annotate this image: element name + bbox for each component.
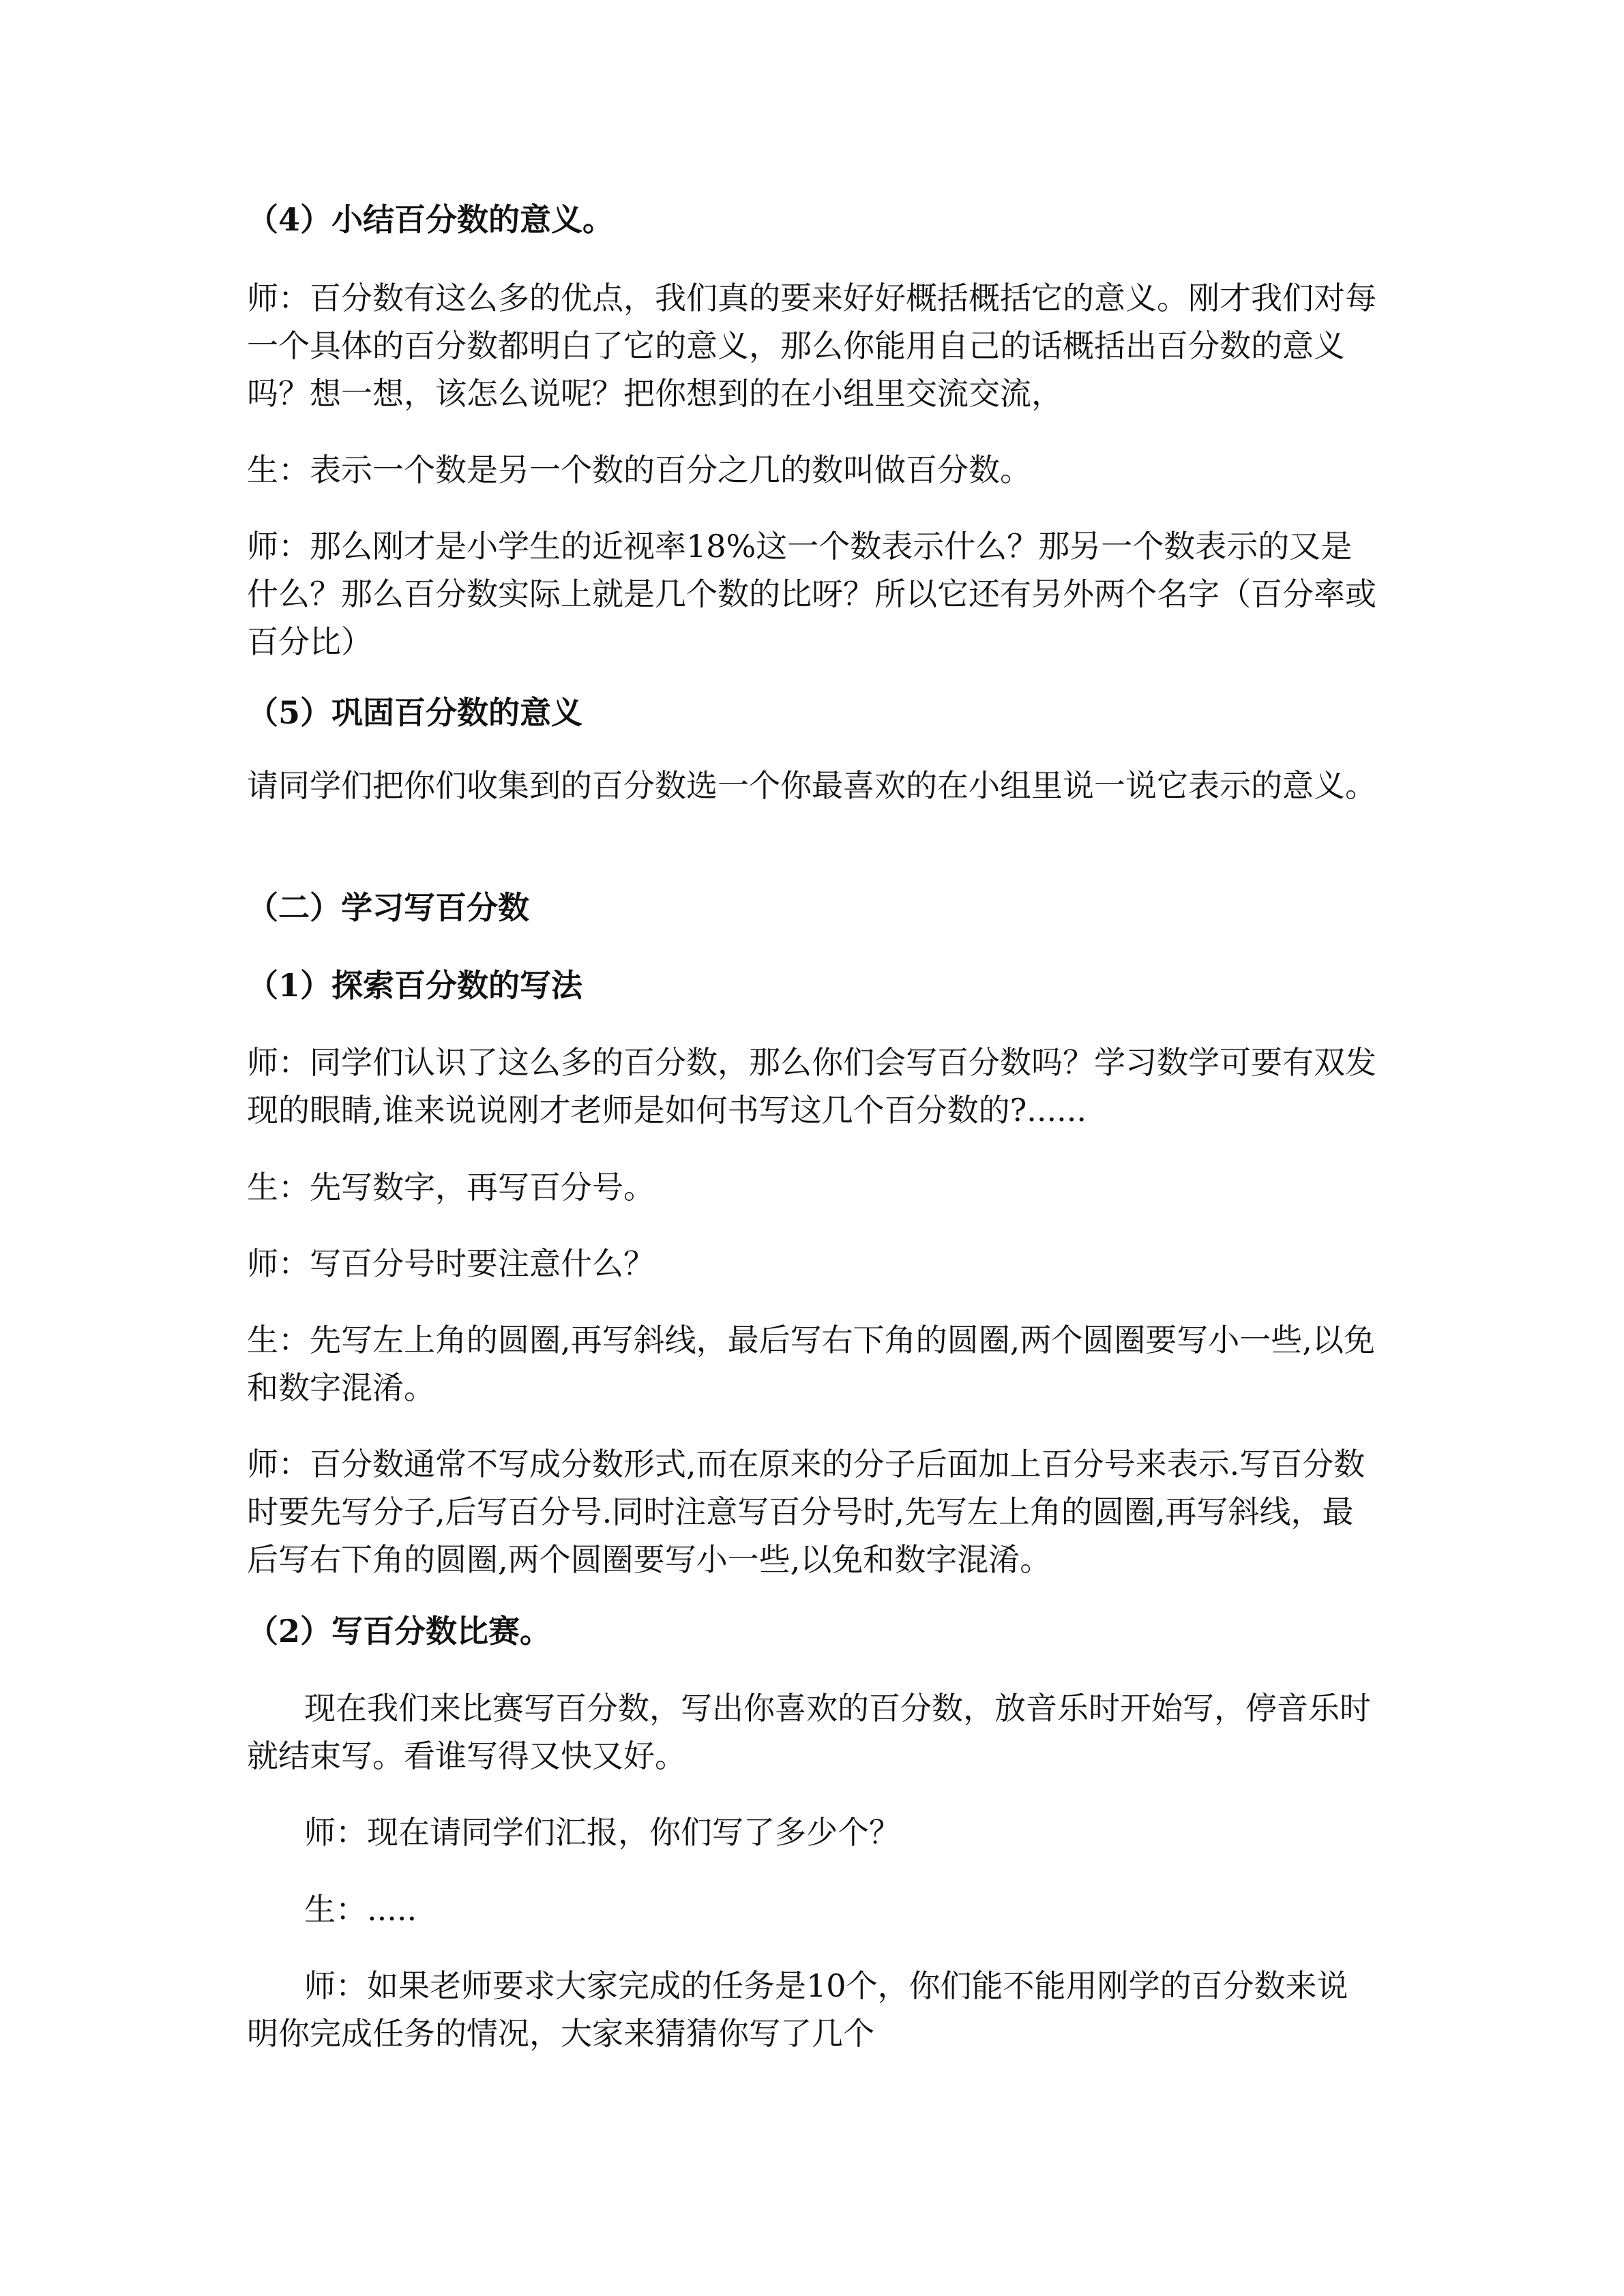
heading-summarize-meaning: （4）小结百分数的意义。 — [247, 201, 615, 238]
teacher-paragraph-writing-rule: 师：百分数通常不写成分数形式,而在原来的分子后面加上百分号来表示.写百分数时要先写分子,后写百分号.同时注意写百分号时,先写左上角的圆圈,再写斜线，最后写右下角的圆圈,两个圆圈要写小一些,以免和数字混淆。 — [247, 1446, 1365, 1578]
heading-writing-contest: （2）写百分数比赛。 — [247, 1613, 552, 1650]
heading-consolidate-meaning: （5）巩固百分数的意义 — [247, 694, 583, 731]
student-paragraph-write-order: 生：先写数字，再写百分号。 — [247, 1169, 655, 1206]
teacher-paragraph-how-to-write: 师：同学们认识了这么多的百分数，那么你们会写百分数吗？学习数学可要有双发现的眼睛,谁来说说刚才老师是如何书写这几个百分数的?...... — [247, 1044, 1376, 1129]
paragraph-group-discussion: 请同学们把你们收集到的百分数选一个你最喜欢的在小组里说一说它表示的意义。 — [247, 767, 1376, 804]
teacher-paragraph-report: 师：现在请同学们汇报，你们写了多少个？ — [304, 1814, 900, 1851]
teacher-paragraph-attention: 师：写百分号时要注意什么？ — [247, 1245, 655, 1282]
teacher-paragraph-myopia-rate: 师：那么刚才是小学生的近视率18%这一个数表示什么？那另一个数表示的又是什么？那么百分数实际上就是几个数的比呀？所以它还有另外两个名字（百分率或百分比） — [247, 528, 1376, 660]
heading-explore-writing: （1）探索百分数的写法 — [247, 967, 583, 1004]
paragraph-contest-instructions: 现在我们来比赛写百分数，写出你喜欢的百分数，放音乐时开始写，停音乐时就结束写。看谁写得又快又好。 — [247, 1690, 1371, 1774]
student-paragraph-circles: 生：先写左上角的圆圈,再写斜线，最后写右下角的圆圈,两个圆圈要写小一些,以免和数字混淆。 — [247, 1322, 1375, 1406]
student-paragraph-ellipsis: 生：..... — [304, 1891, 417, 1928]
teacher-paragraph-summarize: 师：百分数有这么多的优点，我们真的要来好好概括概括它的意义。刚才我们对每一个具体的百分数都明白了它的意义，那么你能用自己的话概括出百分数的意义吗？想一想，该怎么说呢？把你想到的在小组里交流交流， — [247, 280, 1376, 412]
student-paragraph-definition: 生：表示一个数是另一个数的百分之几的数叫做百分数。 — [247, 451, 1031, 488]
section-heading-writing-percentages: （二）学习写百分数 — [247, 889, 529, 926]
teacher-paragraph-task-guess: 师：如果老师要求大家完成的任务是10个，你们能不能用刚学的百分数来说明你完成任务的情况，大家来猜猜你写了几个 — [247, 1967, 1348, 2052]
